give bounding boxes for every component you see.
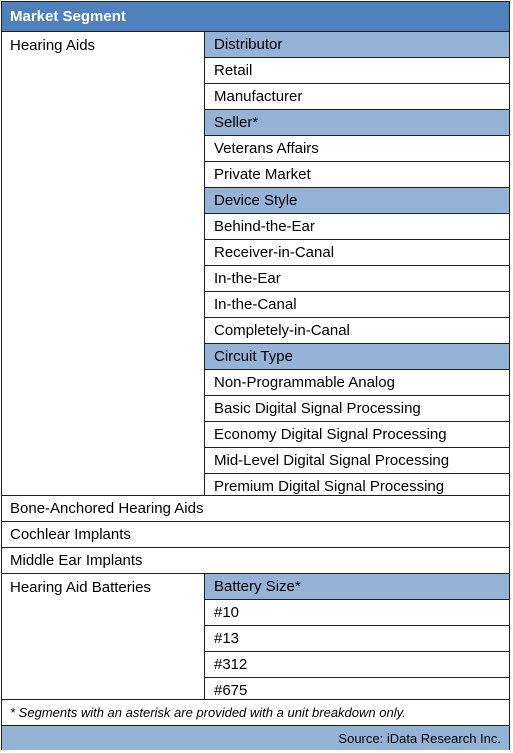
footnote: * Segments with an asterisk are provided with a unit breakdown only. [2,699,509,725]
source-note: Source: iData Research Inc. [2,725,509,750]
subsegment-header: Seller* [205,110,509,136]
subsegment-item: Private Market [205,162,509,188]
subsegment-item: #312 [205,652,509,678]
segment-label: Middle Ear Implants [10,552,143,569]
table-title: Market Segment [2,2,509,31]
batteries-label: Hearing Aid Batteries [2,574,205,699]
segment-label: Cochlear Implants [10,526,131,543]
subsegment-item: Receiver-in-Canal [205,240,509,266]
subsegment-item: In-the-Canal [205,292,509,318]
subsegment-item: Non-Programmable Analog [205,370,509,396]
segment-row [2,495,509,521]
subsegment-item: Veterans Affairs [205,136,509,162]
subsegment-item: #10 [205,600,509,626]
subsegment-header: Distributor [205,32,509,58]
subsegment-header: Battery Size* [205,574,509,600]
segment-row [2,521,509,547]
segment-row [2,547,509,573]
subsegment-item: Mid-Level Digital Signal Processing [205,448,509,474]
subsegment-header: Circuit Type [205,344,509,370]
subsegment-item: Basic Digital Signal Processing [205,396,509,422]
subsegment-header: Device Style [205,188,509,214]
hearing-aids-label: Hearing Aids [2,32,205,495]
batteries-section [2,573,509,699]
subsegment-item: Completely-in-Canal [205,318,509,344]
subsegment-item: Premium Digital Signal Processing [214,478,445,495]
subsegment-item: Manufacturer [205,84,509,110]
hearing-aids-section [2,31,509,495]
subsegment-item: Economy Digital Signal Processing [205,422,509,448]
subsegment-item: #675 [214,682,248,699]
batteries-subsegments [205,574,509,704]
subsegment-item: In-the-Ear [205,266,509,292]
subsegment-item: Behind-the-Ear [205,214,509,240]
hearing-aids-subsegments [205,32,509,500]
market-segment-table [1,1,510,750]
subsegment-item: #13 [205,626,509,652]
segment-label: Bone-Anchored Hearing Aids [10,500,204,517]
subsegment-item: Retail [205,58,509,84]
